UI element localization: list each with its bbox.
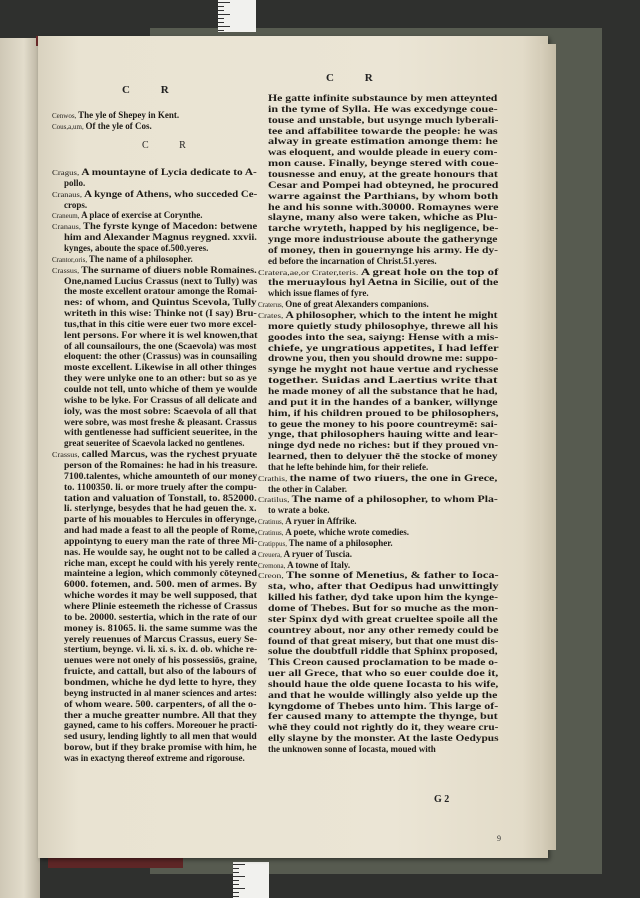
running-head-right: C R: [326, 72, 387, 84]
line-text: kynges, aboute the space of.500.yeres.: [64, 242, 209, 253]
headword: Cratinus,: [258, 518, 286, 527]
headword: Cous,a,um,: [52, 122, 86, 131]
line-text: uenues were not onely of his possessiōs, graine,: [64, 655, 258, 666]
text-line: [64, 742, 257, 753]
line-text: solue the doubtfull riddle that Sphinx proposed,: [268, 646, 498, 657]
text-line: [64, 655, 257, 666]
line-text: The sonne of Menetius, & father to Ioca-: [286, 570, 499, 581]
line-text: drowne you, then you should drowne me: suppo-: [268, 353, 498, 364]
text-line: [64, 677, 257, 688]
text-line: [64, 384, 257, 395]
text-line: [64, 330, 257, 341]
dictionary-entry-line: [258, 494, 498, 505]
line-text: to be. 20000. sestertia, which in the rate of our: [64, 611, 257, 622]
line-text: The surname of diuers noble Romaines.: [81, 264, 257, 275]
text-line: [64, 427, 257, 438]
line-text: The name of a philosopher, to whom Pla-: [291, 494, 498, 505]
line-text: coulde not tell, unto whiche of them ye woulde: [64, 384, 258, 394]
text-line: [64, 720, 257, 731]
line-text: appointyng to euery man the rate of three Mi-: [64, 535, 258, 546]
line-text: warre against the Parthians, by whom both: [268, 190, 499, 201]
text-line: [64, 351, 257, 362]
text-line: [268, 245, 498, 256]
text-line: [268, 212, 497, 223]
text-line: [64, 341, 256, 352]
line-text: One,named Lucius Crassus (next to Tully) was: [64, 275, 258, 286]
section-heading: C R: [142, 140, 200, 151]
headword: Crassus,: [52, 451, 82, 460]
text-line: [268, 484, 347, 495]
line-text: to wrate a boke.: [268, 505, 330, 516]
headword: Crathis,: [258, 474, 290, 483]
text-line: [64, 514, 257, 525]
dictionary-entry-line: [52, 254, 193, 265]
line-text: gayned, came to his coffers. Moreouer he practi-: [64, 720, 258, 731]
text-line: [64, 417, 257, 428]
text-line: [268, 646, 498, 657]
line-text: li. sterlynge, besydes that he had geuen the. x.: [64, 503, 257, 514]
stray-mark: 9: [497, 834, 501, 843]
text-line: [64, 362, 257, 373]
headword: Creon,: [258, 572, 287, 581]
text-line: [268, 353, 498, 364]
line-text: kyngdome of Thebes unto him. This large of-: [268, 700, 499, 711]
line-text: the meruaylous hyl Aetna in Sicilie, out of the: [268, 277, 499, 288]
text-line: [268, 321, 498, 332]
line-text: tousnesse and enuy, at the greate honours that: [268, 168, 498, 179]
signature-mark: G 2: [434, 794, 450, 805]
text-line: [268, 614, 498, 625]
line-text: were sobre, was most freshe & pleasant. Crassus: [64, 416, 257, 427]
line-text: tus,that in this citie were euer two more excel-: [64, 318, 257, 329]
line-text: ynge more industriouse aboute the gatherynge: [268, 234, 498, 245]
text-line: [268, 256, 437, 267]
text-line: [268, 657, 498, 668]
dictionary-entry-line: [258, 310, 497, 321]
line-text: countrey about, nor any other remedy could be: [268, 624, 499, 635]
text-line: [268, 223, 498, 234]
text-line: [268, 158, 498, 169]
dictionary-entry-line: [52, 167, 257, 178]
text-line: [64, 395, 257, 406]
line-text: which issue flames of fyre.: [268, 288, 369, 299]
line-text: in the tyme of Sylla. He was excedynge coue-: [268, 103, 498, 114]
text-line: [268, 462, 428, 473]
line-text: person of the Romaines: he had in his treasure.: [64, 459, 258, 470]
line-text: mon cause. Finally, beynge stered with coue-: [268, 158, 499, 169]
dictionary-entry-line: [258, 527, 409, 538]
line-text: more quietly study philosophye, threwe all his: [268, 320, 498, 331]
text-line: [268, 386, 497, 397]
text-line: [64, 623, 257, 634]
headword: Cranaus,: [52, 190, 85, 199]
line-text: touse and unstable, but usynge much lyberali-: [268, 114, 499, 125]
text-line: [64, 503, 256, 514]
line-text: whē they could not rightly do it, they weare cru-: [268, 722, 499, 733]
scale-ruler-bottom: [233, 862, 269, 898]
line-text: A ryuer of Tuscia.: [283, 548, 352, 559]
text-line: [268, 701, 498, 712]
text-line: [64, 568, 257, 579]
text-line: [64, 286, 257, 297]
text-line: [268, 625, 498, 636]
text-line: [64, 482, 257, 493]
line-text: beyng instructed in al maner sciences and artes:: [64, 687, 258, 698]
headword: Cremona,: [258, 561, 288, 570]
text-line: [64, 688, 257, 699]
line-text: lent persons. For where it is wel knowen,that: [64, 329, 258, 340]
line-text: ed before the incarnation of Christ.51.yeres.: [268, 255, 437, 266]
text-line: [268, 505, 330, 516]
line-text: sed usury, lending lightly to all men that would: [64, 731, 257, 742]
line-text: The fyrste kynge of Macedon: betwene: [82, 221, 258, 232]
line-text: and that he woulde willingly also yelde up the: [268, 689, 498, 700]
text-line: [268, 397, 498, 408]
line-text: A kynge of Athens, who succeded Ce-: [84, 188, 258, 199]
text-line: [268, 202, 498, 213]
text-line: [268, 104, 498, 115]
text-line: [64, 547, 256, 558]
text-line: [64, 525, 257, 536]
text-line: [268, 288, 369, 299]
text-line: [64, 536, 257, 547]
dictionary-entry-line: [258, 473, 497, 484]
dictionary-entry-line: [258, 549, 352, 560]
line-text: ynge, that philosophers hauing witte and lear-: [268, 429, 498, 440]
text-line: [64, 276, 257, 287]
line-text: riche man, except he could with his yerely rente: [64, 557, 258, 568]
text-line: [64, 579, 257, 590]
line-text: should haue the olde quene Iocasta to his wife,: [268, 678, 499, 689]
scale-ruler-top: [218, 0, 256, 32]
text-line: [268, 429, 498, 440]
text-line: [268, 115, 498, 126]
line-text: him, if his children proued to be philosophers,: [268, 407, 499, 418]
line-text: 6000. fotemen, and. 500. men of armes. By: [64, 579, 257, 590]
line-text: ther a muche greatter numbre. All that they: [64, 709, 257, 720]
text-line: [268, 277, 498, 288]
text-line: [268, 744, 436, 755]
line-text: This Creon caused proclamation to be made o-: [268, 657, 498, 668]
page-fore-edge: [540, 44, 556, 850]
text-line: [268, 191, 498, 202]
dictionary-entry-line: [52, 121, 152, 132]
line-text: to geue the money to his poore countreymē: sai-: [268, 418, 498, 429]
dictionary-entry-line: [258, 538, 393, 549]
text-line: [64, 699, 256, 710]
line-text: great seueritee of Scaevola lacked no gentlenes.: [64, 438, 245, 449]
line-text: whiche wordes it may be well supposed, that: [64, 590, 258, 601]
line-text: where Plinie esteemeth the richesse of Crassus: [64, 601, 258, 611]
line-text: wishe to be lyke. For Crassus of all delicate and: [64, 394, 257, 405]
line-text: the other in Calaber.: [268, 483, 348, 494]
dictionary-entry-line: [52, 221, 257, 232]
text-line: [268, 234, 497, 245]
line-text: killed his father, dyd take upon him the kynge-: [268, 592, 498, 603]
line-text: ioly, was the most sobre: Scaevola of all that: [64, 405, 257, 416]
line-text: A poete, whiche wrote comedies.: [285, 527, 410, 537]
line-text: A ryuer in Affrike.: [285, 516, 357, 527]
line-text: borow, but if they brake promise with him, he: [64, 742, 257, 753]
text-line: [268, 169, 498, 180]
line-text: money is. 81065. li. the same summe was the: [64, 622, 258, 633]
text-line: [64, 438, 245, 449]
text-line: [64, 753, 245, 764]
text-line: [268, 603, 498, 614]
line-text: pollo.: [64, 177, 86, 188]
text-line: [268, 733, 499, 744]
text-line: [268, 668, 498, 679]
line-text: moste excellent. Likewise in all other thinges: [64, 362, 257, 373]
line-text: yerely reuenues of Marcus Crassus, euery Se-: [64, 633, 258, 644]
line-text: found of that great misery, but that one must dis-: [268, 635, 499, 646]
line-text: A philosopher, which to the intent he might: [285, 310, 498, 320]
line-text: ster Spinx dyd with great crueltee spoile all the: [268, 613, 498, 624]
dictionary-entry-line: [258, 267, 498, 278]
text-line: [64, 558, 257, 569]
headword: Crassus,: [52, 266, 82, 275]
headword: Cenwos,: [52, 112, 79, 120]
headword: Cragus,: [52, 169, 82, 177]
book-page: [38, 36, 548, 858]
line-text: was in exactyng thereof extreme and rigorouse.: [64, 752, 245, 763]
text-line: [268, 364, 498, 375]
text-line: [268, 136, 498, 147]
line-text: of all counsailours, the one (Scaevola) was most: [64, 340, 257, 351]
text-line: [268, 375, 498, 386]
line-text: A place of exercise at Corynthe.: [81, 210, 203, 221]
dictionary-entry-line: [258, 570, 499, 581]
dictionary-entry-line: [258, 299, 429, 310]
line-text: The yle of Shepey in Kent.: [78, 110, 180, 120]
line-text: He gatte infinite substaunce by men atteynted: [268, 93, 498, 103]
dictionary-entry-line: [258, 516, 357, 527]
headword: Craterus,: [258, 301, 286, 310]
line-text: he made money of all the substance that he had,: [268, 385, 498, 396]
text-line: [64, 590, 257, 601]
text-line: [64, 612, 257, 623]
line-text: parte of his mouables to Hercules in offerynge,: [64, 514, 257, 525]
line-text: slayne, many also were taken, whiche as Plu-: [268, 212, 498, 223]
text-line: [268, 592, 498, 603]
line-text: learned, then to delyuer thē the stocke of money: [268, 451, 498, 462]
line-text: A towne of Italy.: [287, 559, 351, 570]
line-text: sta, who, after that Oedipus had unwittingly: [268, 581, 499, 592]
line-text: of whom weare. 500. carpenters, of all the o-: [64, 698, 257, 709]
text-line: [64, 731, 257, 742]
line-text: called Marcus, was the rychest pryuate: [81, 449, 258, 460]
text-line: [64, 471, 257, 482]
line-text: fruicte, and cattall, but also of the labours of: [64, 666, 257, 677]
text-line: [64, 232, 257, 243]
line-text: him and Alexander Magnus reygned. xxvii.: [64, 232, 257, 243]
line-text: and had made a feast to all the people of Rome,: [64, 525, 258, 536]
line-text: he and his sonne with.30000. Romaynes were: [268, 201, 499, 212]
dictionary-entry-line: [52, 110, 179, 121]
text-line: [64, 634, 257, 645]
text-line: [268, 419, 498, 430]
line-text: the moste excellent oratour amonge the Romai-: [64, 286, 258, 297]
headword: Cratinus,: [258, 529, 286, 537]
text-line: [64, 373, 257, 384]
line-text: One of great Alexanders companions.: [285, 299, 429, 310]
line-text: A great hole on the top of: [360, 266, 499, 277]
text-line: [64, 406, 257, 417]
text-line: [268, 581, 499, 592]
dictionary-entry-line: [52, 449, 257, 460]
headword: Cratilus,: [258, 496, 292, 505]
text-line: [64, 601, 257, 612]
text-line: [268, 408, 499, 419]
line-text: A mountayne of Lycia dedicate to A-: [81, 167, 257, 177]
line-text: goodes into the sea, saiyng: Hense with a mis-: [268, 331, 499, 342]
line-text: stertium, beynge. vi. li. xi. s. ix. d. ob. whiche re-: [64, 644, 258, 655]
headword: Cratippus,: [258, 539, 289, 548]
line-text: was eloquent, and woulde pleade in euery com-: [268, 147, 498, 158]
text-line: [268, 636, 498, 647]
text-line: [64, 308, 257, 319]
text-line: [268, 440, 498, 451]
line-text: tarche wryteth, happed by his negligence, be-: [268, 223, 499, 234]
line-text: alway in greate estimation amonge them: he: [268, 136, 498, 147]
line-text: fer caused many to attempte the thynge, but: [268, 711, 498, 722]
text-line: [268, 690, 497, 701]
line-text: the unknowen sonne of Iocasta, moued with: [268, 744, 436, 754]
line-text: with gentlenesse had sufficient seueritee, in the: [64, 427, 258, 438]
text-line: [64, 319, 257, 330]
text-line: [268, 93, 497, 104]
line-text: uer all Grece, that who so euer coulde doe it,: [268, 668, 499, 679]
line-text: of money, then in gouernynge his army. He dy-: [268, 244, 499, 255]
dictionary-entry-line: [52, 265, 257, 276]
text-line: [268, 343, 499, 354]
line-text: dome of Thebes. But for so muche as the mon-: [268, 602, 499, 613]
headword: Cranaus,: [52, 223, 83, 232]
line-text: The name of a philosopher.: [288, 537, 393, 548]
line-text: eloquent: the other (Crassus) was in counsailing: [64, 351, 257, 362]
text-line: [64, 243, 208, 254]
line-text: the name of two riuers, the one in Grece,: [289, 472, 498, 483]
text-line: [64, 200, 87, 211]
text-line: [64, 493, 257, 504]
headword: Cratera,ae,or Crater,teris.: [258, 268, 361, 277]
headword: Crantor,oris,: [52, 255, 89, 264]
running-head-left: C R: [122, 84, 183, 96]
line-text: crops.: [64, 199, 88, 210]
line-text: Cesar and Pompei had obteyned, he procured: [268, 179, 499, 190]
line-text: The name of a philosopher.: [88, 253, 193, 264]
text-line: [268, 332, 498, 343]
facing-page-edge: [0, 38, 40, 898]
line-text: together. Suidas and Laertius write that: [268, 375, 498, 386]
headword: Craneum,: [52, 212, 82, 221]
line-text: 7100.talentes, whiche amounteth of our money: [64, 470, 258, 481]
text-line: [268, 679, 498, 690]
text-line: [64, 644, 257, 655]
headword: Crates,: [258, 312, 286, 320]
line-text: elly slayne by the monster. At the laste Oedypus: [268, 733, 499, 744]
line-text: that he lefte behinde him, for their reliefe.: [268, 461, 429, 472]
line-text: synge he myght not haue vertue and rychesse: [268, 364, 499, 375]
text-line: [268, 451, 497, 462]
line-text: writeth in this wise: Thinke not (I say) Bru-: [64, 308, 257, 319]
line-text: nes: of whom, and Quintus Scevola, Tully: [64, 297, 257, 308]
line-text: bondmen, whiche he dyd lette to hyre, they: [64, 676, 257, 687]
dictionary-entry-line: [52, 210, 202, 221]
text-line: [64, 178, 85, 189]
line-text: and put it in the handes of a banker, willynge: [268, 396, 498, 407]
line-text: tee and affabilitee towarde the people: he was: [268, 125, 498, 136]
text-line: [64, 710, 257, 721]
line-text: to. 1100350. li. or more truely after the compu-: [64, 481, 257, 492]
text-line: [268, 147, 497, 158]
line-text: mainteine a legion, which commonly cōteyned: [64, 568, 257, 579]
text-line: [64, 666, 256, 677]
line-text: they were unlyke one to an other: but so as ye: [64, 373, 257, 384]
text-line: [268, 126, 498, 137]
headword: Creuera,: [258, 550, 284, 559]
line-text: ninge dyd nede no riches: but if they proued vn-: [268, 440, 499, 451]
text-line: [268, 711, 498, 722]
dictionary-entry-line: [52, 189, 257, 200]
line-text: Of the yle of Cos.: [85, 120, 152, 131]
line-text: nas. He woulde say, he ought not to be called a: [64, 546, 257, 557]
text-line: [64, 460, 257, 471]
line-text: chiefe, ye ungratious appetites, I had leffer: [268, 342, 499, 353]
text-line: [268, 180, 498, 191]
line-text: tation and valuation of Tonstall, to. 852000.: [64, 492, 257, 503]
dictionary-entry-line: [258, 560, 350, 571]
text-line: [268, 722, 498, 733]
text-line: [64, 297, 256, 308]
